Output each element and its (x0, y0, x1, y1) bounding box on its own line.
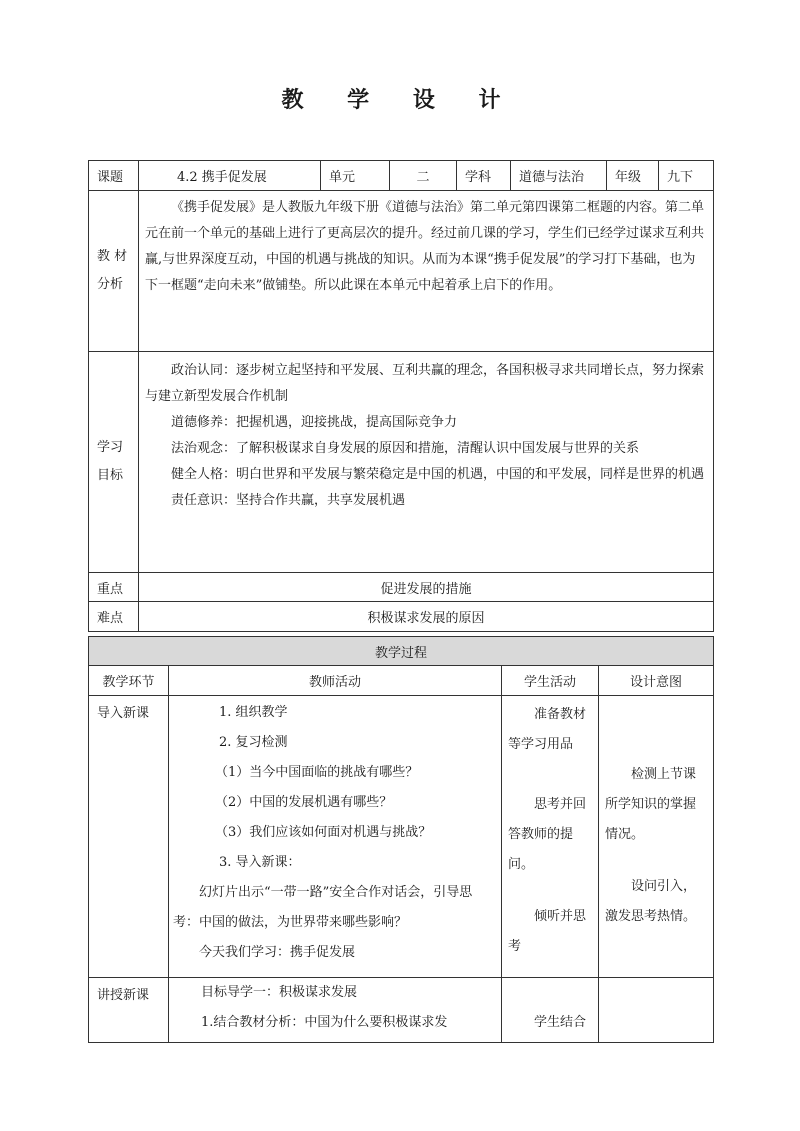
lesson-plan-sheet (88, 160, 713, 1043)
column-teacher: 教师活动 (169, 666, 502, 696)
teacher-question-3: （3）我们应该如何面对机遇与挑战？ (215, 825, 432, 840)
process-header-row (89, 637, 714, 666)
info-table (88, 160, 714, 632)
goals-row (89, 352, 714, 573)
lecture-analysis: 1.结合教材分析：中国为什么要积极谋求发 (201, 1015, 448, 1030)
subject-value: 道德与法治 (511, 161, 607, 191)
analysis-label: 教 材 分析 (89, 191, 139, 352)
process-header: 教学过程 (89, 637, 714, 666)
goal-responsibility: 责任意识：坚持合作共赢，共享发展机遇 (171, 493, 406, 508)
grade-value: 九下 (659, 161, 714, 191)
intent-inspire: 设问引入，激发思考热情。 (605, 879, 697, 924)
lecture-row (89, 978, 714, 1043)
teacher-step-2: 2. 复习检测 (219, 735, 288, 750)
process-table (88, 636, 714, 1043)
analysis-text: 《携手促发展》是人教版九年级下册《道德与法治》第二单元第四课第二框题的内容。第二单元在前一个单元的基础上进行了更高层次的提升。经过前几课的学习，学生们已经学过谋求互利共赢,与世界深度互动，中国的机遇与挑战的知识。从而为本课“携手促发展”的学习打下基础，也为下一框题“走向未来”做铺垫。所以此课在本单元中起着承上启下的作用。 (145, 200, 705, 293)
subject-label: 学科 (457, 161, 511, 191)
unit-value: 二 (390, 161, 457, 191)
goals-label: 学习 目标 (89, 352, 139, 573)
course-label: 课题 (89, 161, 139, 191)
column-stage: 教学环节 (89, 666, 169, 696)
teacher-step-1: 1. 组织教学 (219, 705, 288, 720)
difficult-point-row (89, 602, 714, 632)
goal-personality: 健全人格：明白世界和平发展与繁荣稳定是中国的机遇，中国的和平发展，同样是世界的机遇 (171, 467, 705, 482)
intro-stage: 导入新课 (89, 696, 169, 978)
teacher-step-3: 3. 导入新课： (219, 855, 301, 870)
key-point-row (89, 573, 714, 602)
teacher-slide-prompt: 幻灯片出示“一带一路”安全合作对话会，引导思考：中国的做法，为世界带来哪些影响？ (173, 885, 473, 930)
column-intent: 设计意图 (599, 666, 714, 696)
intent-review: 检测上节课所学知识的掌握情况。 (605, 767, 697, 842)
intro-teacher-cell (169, 696, 502, 978)
analysis-row (89, 191, 714, 352)
lecture-stage: 讲授新课 (89, 978, 169, 1043)
grade-label: 年级 (607, 161, 659, 191)
lecture-intent-cell (599, 978, 714, 1043)
student-listen: 倾听并思考 (508, 909, 587, 954)
goal-law: 法治观念：了解积极谋求自身发展的原因和措施，清醒认识中国发展与世界的关系 (171, 441, 640, 456)
lecture-student-text: 学生结合 (534, 1015, 587, 1030)
info-row (89, 161, 714, 191)
key-point-value: 促进发展的措施 (139, 573, 714, 602)
teacher-question-1: （1）当今中国面临的挑战有哪些？ (215, 765, 419, 780)
intro-intent-cell (599, 696, 714, 978)
column-student: 学生活动 (502, 666, 599, 696)
lecture-student-cell (502, 978, 599, 1043)
difficult-point-label: 难点 (89, 602, 139, 632)
goal-political: 政治认同：逐步树立起坚持和平发展、互利共赢的理念，各国积极寻求共同增长点，努力探索与建立新型发展合作机制 (145, 363, 705, 404)
student-prepare: 准备教材等学习用品 (508, 707, 587, 752)
teacher-today-topic: 今天我们学习：携手促发展 (199, 945, 356, 960)
key-point-label: 重点 (89, 573, 139, 602)
lecture-teacher-cell (169, 978, 502, 1043)
intro-student-cell (502, 696, 599, 978)
lecture-goal-1: 目标导学一：积极谋求发展 (201, 985, 358, 1000)
page-title: 教 学 设 计 (281, 88, 519, 113)
unit-label: 单元 (321, 161, 390, 191)
goal-moral: 道德修养：把握机遇，迎接挑战，提高国际竞争力 (171, 415, 458, 430)
difficult-point-value: 积极谋求发展的原因 (139, 602, 714, 632)
process-columns-row (89, 666, 714, 696)
course-value: 4.2 携手促发展 (139, 161, 321, 191)
teacher-question-2: （2）中国的发展机遇有哪些？ (215, 795, 393, 810)
student-answer: 思考并回答教师的提问。 (508, 797, 587, 872)
intro-row (89, 696, 714, 978)
